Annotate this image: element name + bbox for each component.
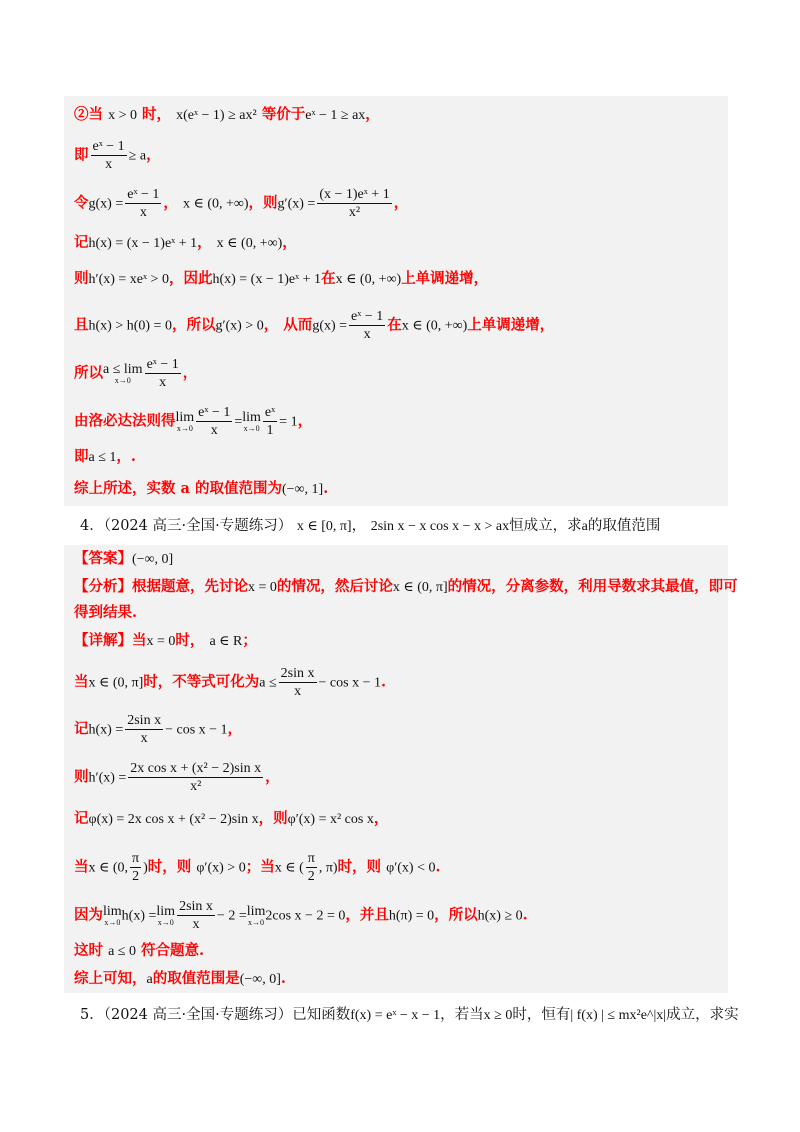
define-g-line: 令g(x) = $\frac{\text{eˣ − 1}}{x}$ ， x ∈ (0, +∞)，则g′(x) = $\frac{\text{(x − 1)eˣ + 1}}{\text{x²}}$ ， bbox=[74, 187, 409, 220]
analysis-line-2: 得到结果. bbox=[74, 604, 138, 621]
detail-line-2: 当x ∈ (0, π]时，不等式可化为a ≤ $\frac{\text{2sin x}}{x}$ − cos x − 1. bbox=[74, 666, 387, 699]
limit-bound-line: 所以a ≤ lim x→0 $\frac{\text{eˣ − 1}}{x}$ ， bbox=[74, 357, 198, 390]
detail-line-7: 因为lim x→0 h(x) =lim x→0 $\frac{\text{2sin x}}{x}$ − 2 =lim x→0 2cos x − 2 = 0，并且h(π) = 0，所以h(x) ≥ 0. bbox=[74, 899, 528, 932]
question-5: 5．（2024 高三·全国·专题练习）已知函数f(x) = eˣ − x − 1，若当x ≥ 0时，恒有| f(x) | ≤ mx²e^|x|成立，求实 bbox=[80, 1007, 739, 1023]
answer-line: 【答案】(−∞, 0] bbox=[74, 550, 174, 567]
detail-line-5: 记φ(x) = 2x cos x + (x² − 2)sin x，则φ′(x) = x² cos x， bbox=[74, 810, 389, 827]
detail-line-8: 这时 a ≤ 0 符合题意. bbox=[74, 942, 205, 959]
detail-line-1: 【详解】当x = 0时， a ∈ R； bbox=[74, 632, 257, 649]
analysis-line-1: 【分析】根据题意，先讨论x = 0的情况，然后讨论x ∈ (0, π]的情况，分离参数，利用导数求其最值，即可 bbox=[74, 578, 738, 595]
conclusion-line: 综上所述，实数 a 的取值范围为(−∞, 1]. bbox=[74, 480, 329, 497]
detail-line-9: 综上可知，a的取值范围是(−∞, 0]. bbox=[74, 970, 286, 987]
g-increasing-line: 且h(x) > h(0) = 0，所以g′(x) > 0， 从而g(x) = $\frac{\text{eˣ − 1}}{x}$ 在x ∈ (0, +∞)上单调递增， bbox=[74, 309, 555, 342]
detail-line-4: 则h′(x) = $\frac{\text{2x cos x + (x² − 2)sin x}}{\text{x²}}$ ， bbox=[74, 761, 280, 794]
implies-line: 即 $\frac{\text{eˣ − 1}}{x}$ ≥ a， bbox=[74, 139, 161, 172]
detail-line-3: 记h(x) = $\frac{\text{2sin x}}{x}$ − cos x − 1， bbox=[74, 713, 243, 746]
a-le-one-line: 即a ≤ 1，. bbox=[74, 448, 136, 465]
lhopital-line: 由洛必达法则得lim x→0 $\frac{\text{eˣ − 1}}{x}$ =lim x→0 $\frac{\text{eˣ}}{1}$ = 1， bbox=[74, 405, 313, 438]
case-two-line: ②当 x > 0 时， x(eˣ − 1) ≥ ax² 等价于eˣ − 1 ≥ ax， bbox=[74, 106, 380, 123]
question-4: 4．（2024 高三·全国·专题练习） x ∈ [0, π]， 2sin x − x cos x − x > ax恒成立，求a的取值范围 bbox=[80, 518, 661, 534]
define-h-line: 记h(x) = (x − 1)eˣ + 1， x ∈ (0, +∞)， bbox=[74, 234, 297, 251]
detail-line-6: 当x ∈ (0, $\frac{\pi}{2}$ )时，则 φ′(x) > 0；当x ∈ ( $\frac{\pi}{2}$ , π)时，则 φ′(x) < 0. bbox=[74, 851, 441, 884]
h-derivative-line: 则h′(x) = xeˣ > 0，因此h(x) = (x − 1)eˣ + 1在x ∈ (0, +∞)上单调递增， bbox=[74, 270, 489, 287]
